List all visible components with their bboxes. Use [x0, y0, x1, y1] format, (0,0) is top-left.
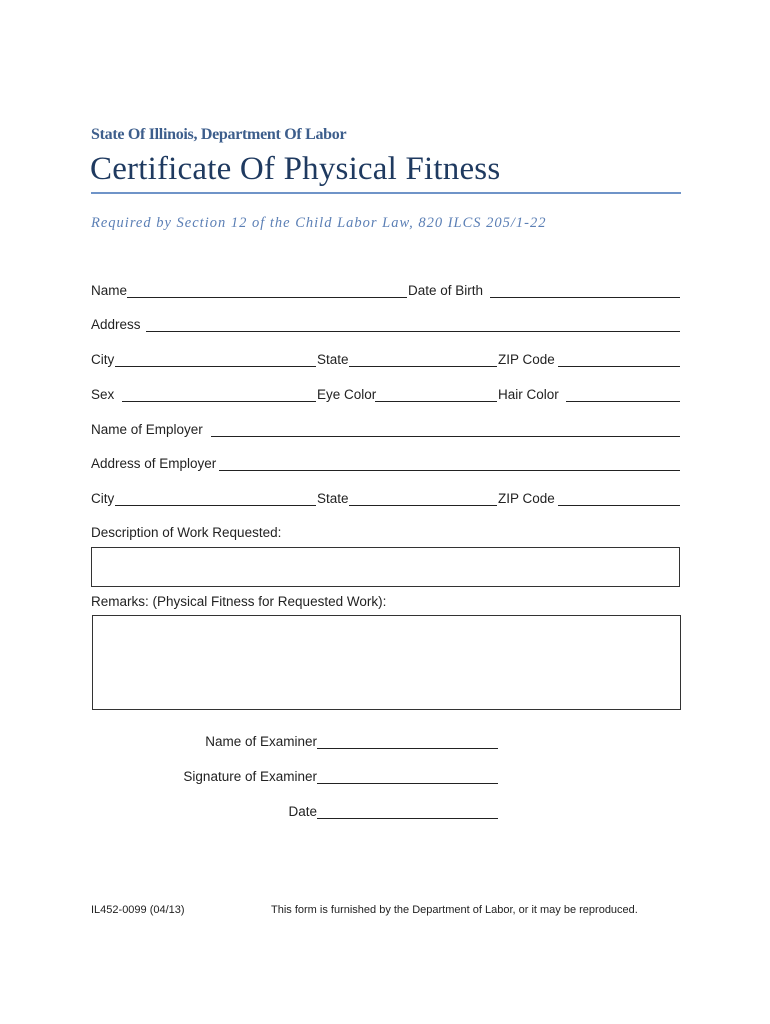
agency-heading: State Of Illinois, Department Of Labor — [91, 126, 347, 143]
statute-subtitle: Required by Section 12 of the Child Labor Law, 820 ILCS 205/1-22 — [91, 215, 547, 231]
form-number: IL452-0099 (04/13) — [91, 904, 185, 916]
sex-label: Sex — [91, 387, 115, 402]
eye-color-field[interactable] — [375, 401, 497, 402]
eye-color-label: Eye Color — [317, 387, 377, 402]
employer-state-field[interactable] — [349, 505, 497, 506]
zip-code-label: ZIP Code — [498, 352, 555, 367]
examiner-signature-label: Signature of Examiner — [183, 769, 317, 784]
date-of-birth-field[interactable] — [490, 297, 680, 298]
hair-color-field[interactable] — [566, 401, 680, 402]
reproduction-notice: This form is furnished by the Department of Labor, or it may be reproduced. — [271, 904, 638, 916]
zip-code-field[interactable] — [558, 366, 680, 367]
name-field[interactable] — [127, 297, 407, 298]
employer-address-field[interactable] — [219, 470, 680, 471]
employer-address-label: Address of Employer — [91, 456, 217, 471]
remarks-label: Remarks: (Physical Fitness for Requested Work): — [91, 594, 387, 609]
sex-field[interactable] — [122, 401, 316, 402]
remarks-box[interactable] — [92, 615, 681, 710]
address-label: Address — [91, 317, 141, 332]
title-divider — [91, 192, 681, 194]
examiner-date-label: Date — [288, 804, 317, 819]
address-field[interactable] — [146, 331, 680, 332]
employer-city-label: City — [91, 491, 115, 506]
state-field[interactable] — [349, 366, 497, 367]
employer-state-label: State — [317, 491, 349, 506]
work-description-box[interactable] — [91, 547, 680, 587]
city-label: City — [91, 352, 115, 367]
examiner-name-label: Name of Examiner — [205, 734, 317, 749]
employer-zip-code-field[interactable] — [558, 505, 680, 506]
examiner-date-field[interactable] — [317, 818, 498, 819]
state-label: State — [317, 352, 349, 367]
employer-name-label: Name of Employer — [91, 422, 203, 437]
examiner-signature-field[interactable] — [317, 783, 498, 784]
name-label: Name — [91, 283, 128, 298]
date-of-birth-label: Date of Birth — [408, 283, 484, 298]
page-title: Certificate Of Physical Fitness — [90, 151, 501, 187]
work-description-label: Description of Work Requested: — [91, 525, 282, 540]
hair-color-label: Hair Color — [498, 387, 559, 402]
employer-city-field[interactable] — [115, 505, 316, 506]
examiner-name-field[interactable] — [317, 748, 498, 749]
city-field[interactable] — [115, 366, 316, 367]
employer-name-field[interactable] — [211, 436, 680, 437]
employer-zip-code-label: ZIP Code — [498, 491, 555, 506]
